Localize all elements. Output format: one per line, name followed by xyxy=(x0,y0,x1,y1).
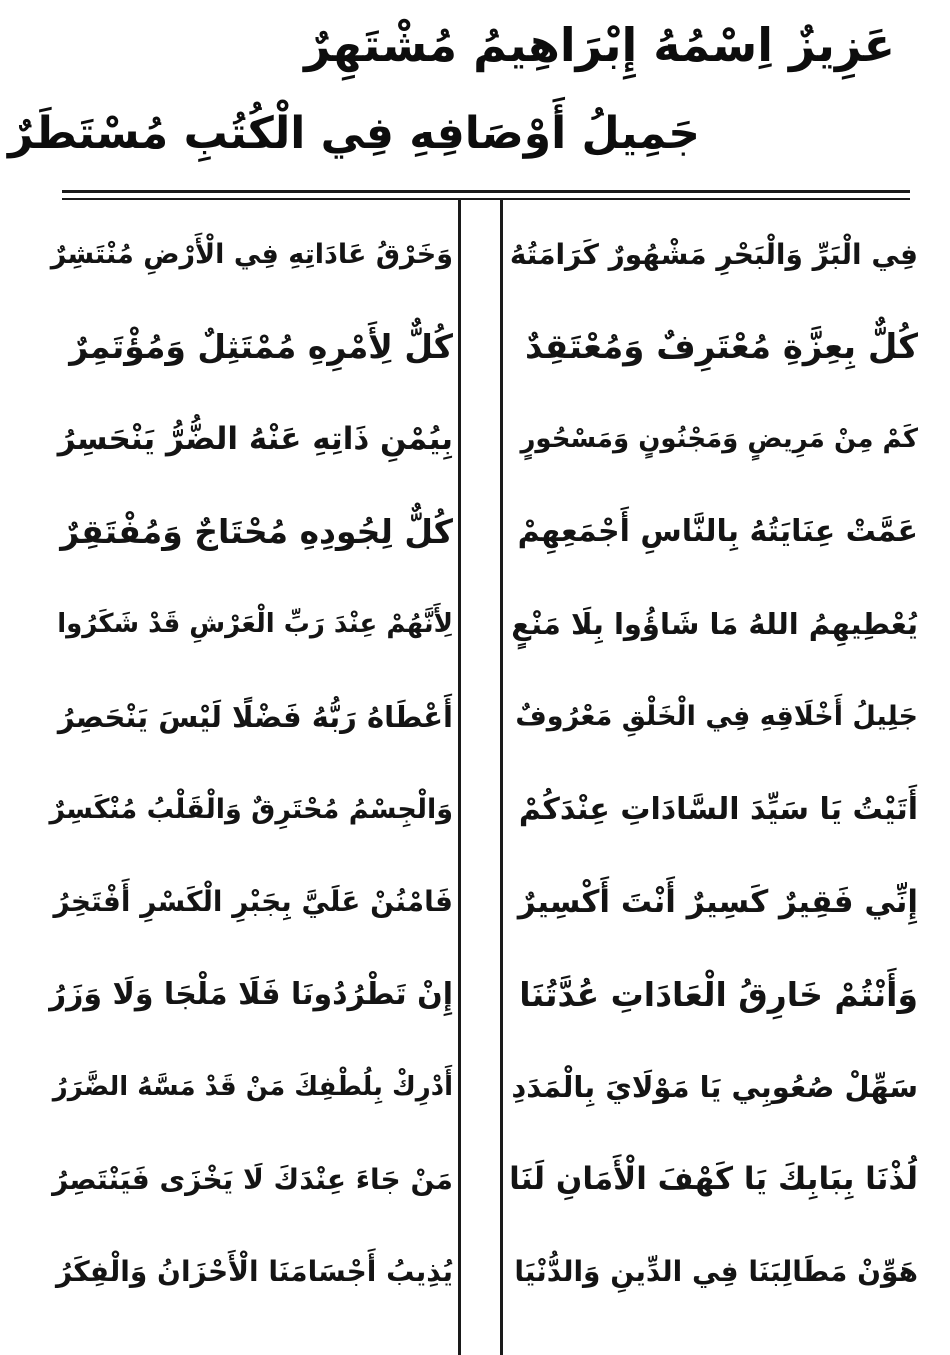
heading-line-2: جَمِيلُ أَوْصَافِهِ فِي الْكُتُبِ مُسْتَطَرٌ xyxy=(8,108,700,159)
verse-right-5: يُعْطِيهِمُ اللهُ مَا شَاؤُوا بِلَا مَنْعٍ xyxy=(511,607,918,642)
column-divider-right xyxy=(500,200,503,1355)
verse-left-11: مَنْ جَاءَ عِنْدَكَ لَا يَخْزَى فَيَنْتَصِرُ xyxy=(52,1162,453,1196)
left-verse-column xyxy=(48,208,453,1318)
verse-right-11: لُذْنَا بِبَابِكَ يَا كَهْفَ الْأَمَانِ لَنَا xyxy=(509,1161,918,1198)
verse-right-7: أَتَيْتُ يَا سَيِّدَ السَّادَاتِ عِنْدَكُمْ xyxy=(518,791,918,827)
column-divider-left xyxy=(458,200,461,1355)
verse-right-3: كَمْ مِنْ مَرِيضٍ وَمَجْنُونٍ وَمَسْحُورٍ xyxy=(520,424,918,455)
verse-right-2: كُلٌّ بِعِزَّةِ مُعْتَرِفٌ وَمُعْتَقِدٌ xyxy=(525,326,918,367)
verse-left-9: إِنْ تَطْرُدُونَا فَلَا مَلْجَا وَلَا وَزَرُ xyxy=(48,976,453,1012)
verse-left-12: يُذِيبُ أَجْسَامَنَا الْأَحْزَانُ وَالْفِكَرُ xyxy=(55,1255,453,1289)
verse-right-8: إِنِّي فَقِيرٌ كَسِيرٌ أَنْتَ أَكْسِيرٌ xyxy=(517,883,918,920)
verse-left-6: أَعْطَاهُ رَبُّهُ فَضْلًا لَيْسَ يَنْحَصِرُ xyxy=(57,699,453,734)
verse-left-4: كُلٌّ لِجُودِهِ مُحْتَاجٌ وَمُفْتَقِرٌ xyxy=(60,512,453,552)
verse-left-10: أَدْرِكْ بِلُطْفِكَ مَنْ قَدْ مَسَّهُ الضَّرَرُ xyxy=(52,1071,453,1102)
verse-right-10: سَهِّلْ صُعُوبِي يَا مَوْلَايَ بِالْمَدَدِ xyxy=(511,1069,918,1104)
verse-left-7: وَالْجِسْمُ مُحْتَرِقٌ وَالْقَلْبُ مُنْكَسِرٌ xyxy=(49,793,453,825)
verse-left-1: وَخَرْقُ عَادَاتِهِ فِي الْأَرْضِ مُنْتَشِرٌ xyxy=(50,238,453,270)
header-rule-top xyxy=(62,190,910,193)
verse-right-12: هَوِّنْ مَطَالِبَنَا فِي الدِّينِ وَالدُّنْيَا xyxy=(514,1255,918,1289)
verse-left-8: فَامْنُنْ عَلَيَّ بِجَبْرِ الْكَسْرِ أَفْتَخِرُ xyxy=(53,885,453,919)
header-rule-bottom xyxy=(62,198,910,200)
verse-right-9: وَأَنْتُمْ خَارِقُ الْعَادَاتِ عُدَّتُنَا xyxy=(519,974,918,1014)
verse-right-1: فِي الْبَرِّ وَالْبَحْرِ مَشْهُورٌ كَرَامَتُهُ xyxy=(509,237,918,271)
verse-right-6: جَلِيلُ أَخْلَاقِهِ فِي الْخَلْقِ مَعْرُوفٌ xyxy=(515,701,918,733)
right-verse-column xyxy=(508,208,918,1318)
verse-left-3: بِيُمْنِ ذَاتِهِ عَنْهُ الضُّرُّ يَنْحَسِرُ xyxy=(57,421,453,458)
heading-line-1: عَزِيزٌ اِسْمُهُ إِبْرَاهِيمُ مُشْتَهِرٌ xyxy=(304,18,895,72)
verse-right-4: عَمَّتْ عِنَايَتُهُ بِالنَّاسِ أَجْمَعِهِمْ xyxy=(517,514,918,550)
verse-left-2: كُلٌّ لِأَمْرِهِ مُمْتَثِلٌ وَمُؤْتَمِرٌ xyxy=(69,327,453,367)
verse-left-5: لِأَنَّهُمْ عِنْدَ رَبِّ الْعَرْشِ قَدْ شَكَرُوا xyxy=(57,609,453,640)
